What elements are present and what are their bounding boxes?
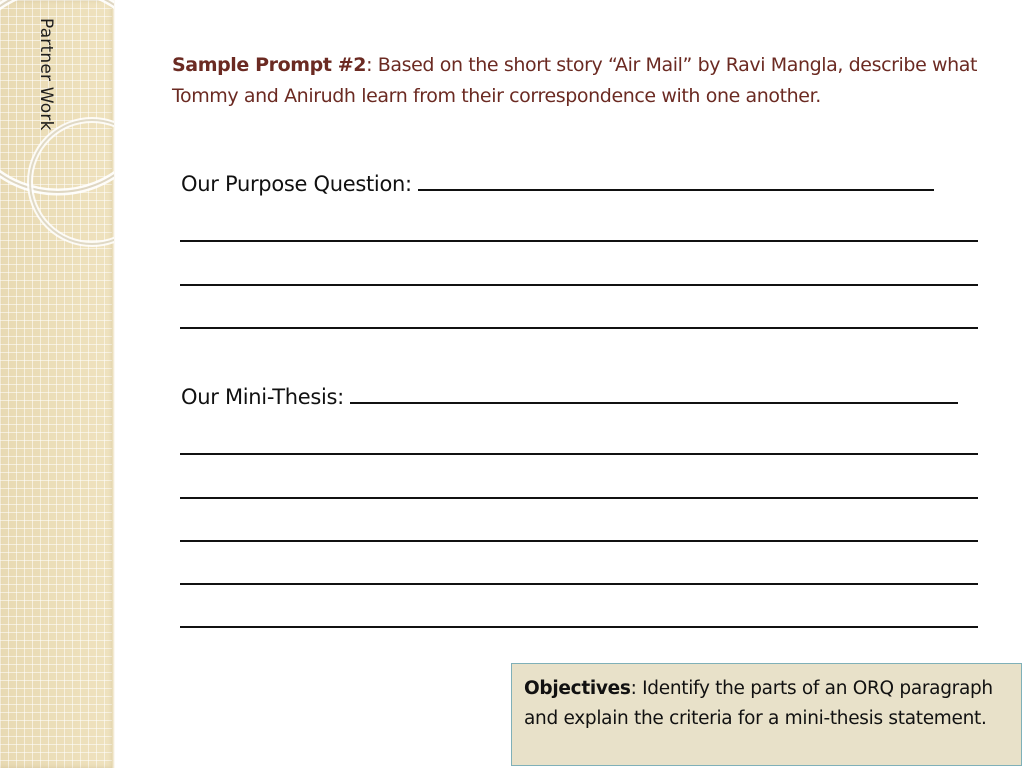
answer-line bbox=[180, 626, 978, 628]
decorative-circles bbox=[0, 0, 114, 300]
prompt-title: Sample Prompt #2 bbox=[172, 54, 367, 76]
sample-prompt bbox=[172, 50, 982, 112]
slide-section-label: Partner Work bbox=[36, 18, 56, 131]
mini-thesis-rule bbox=[350, 401, 958, 404]
answer-line bbox=[180, 453, 978, 455]
objectives-box bbox=[511, 663, 1022, 766]
answer-line bbox=[180, 497, 978, 499]
mini-thesis-label: Our Mini-Thesis: bbox=[181, 385, 344, 409]
objectives-text: : Identify the parts of an ORQ paragraph and explain the criteria for a mini-thesis statement. bbox=[524, 678, 993, 729]
purpose-question-row bbox=[181, 172, 934, 196]
objectives-heading: Objectives bbox=[524, 678, 631, 699]
purpose-question-rule bbox=[418, 188, 934, 191]
answer-line bbox=[180, 240, 978, 242]
purpose-question-label: Our Purpose Question: bbox=[181, 172, 412, 196]
answer-line bbox=[180, 327, 978, 329]
prompt-text: : Based on the short story “Air Mail” by Ravi Mangla, describe what Tommy and Anirudh learn from their correspondence with one another. bbox=[172, 54, 978, 107]
answer-line bbox=[180, 284, 978, 286]
answer-line bbox=[180, 583, 978, 585]
mini-thesis-row bbox=[181, 385, 958, 409]
answer-line bbox=[180, 540, 978, 542]
